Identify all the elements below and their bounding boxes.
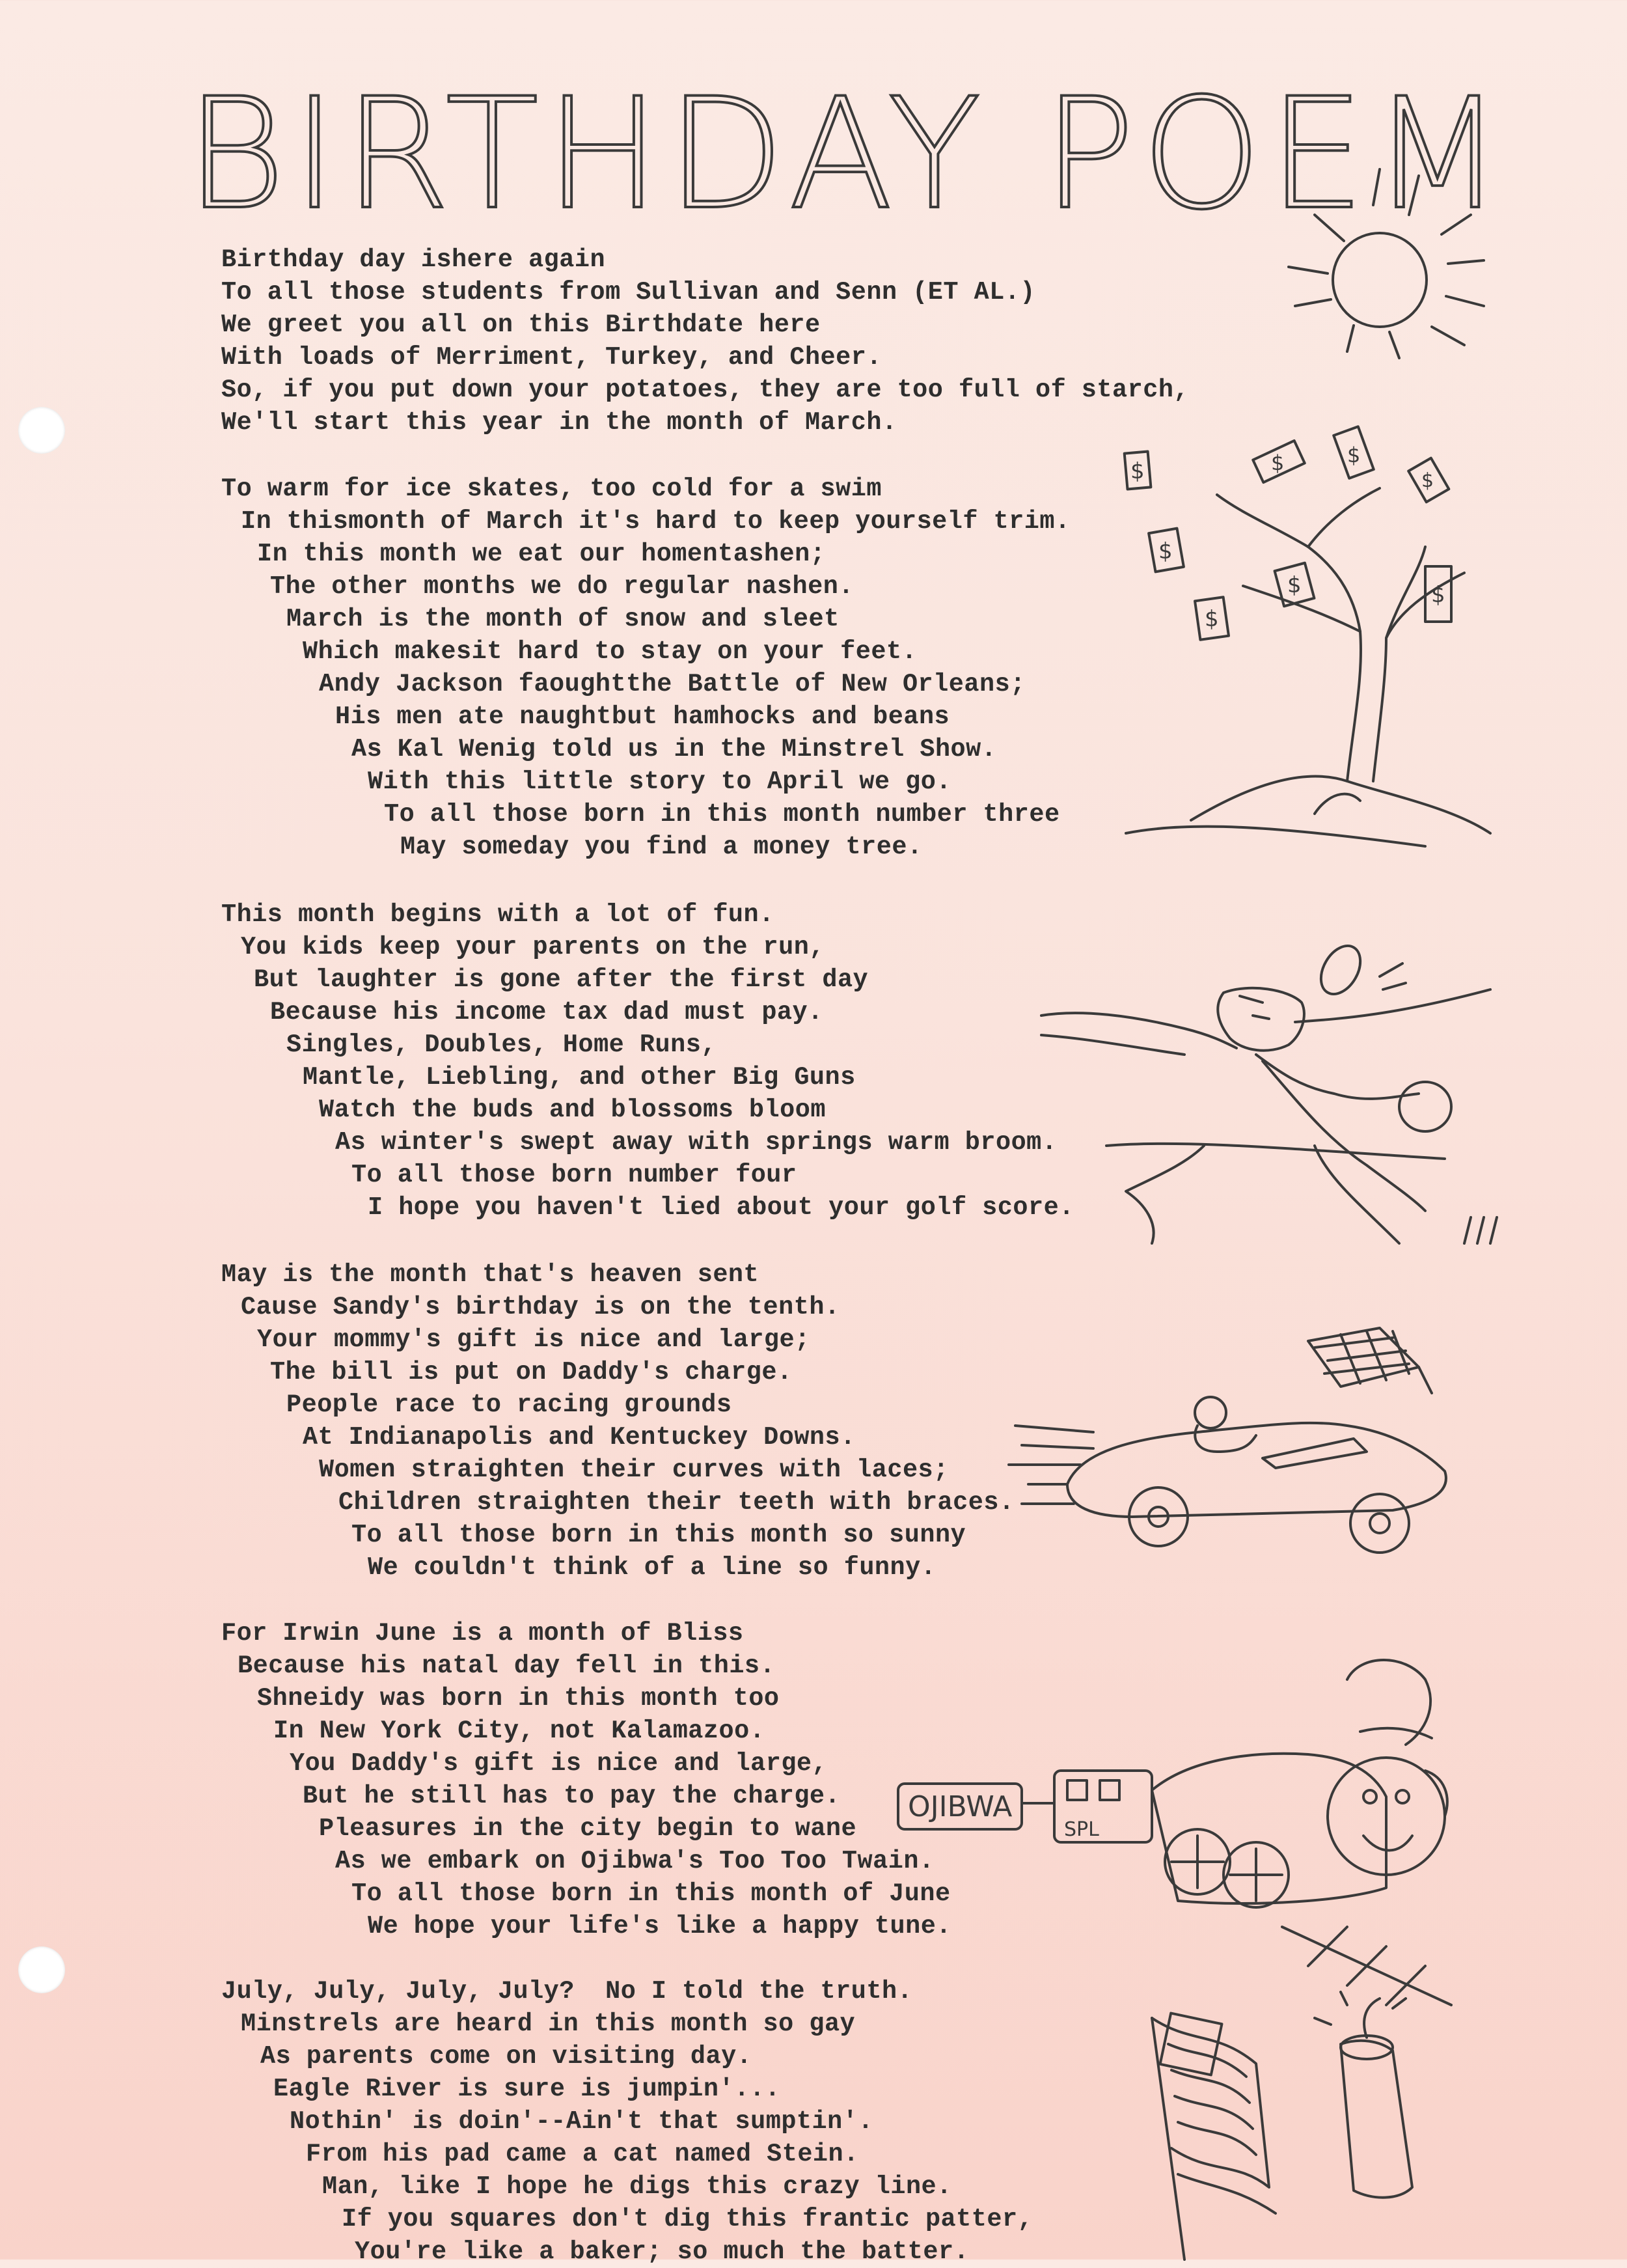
poem-line: May is the month that's heaven sent bbox=[221, 1260, 759, 1289]
poem-line: With this little story to April we go. bbox=[368, 768, 951, 796]
poem-line: With loads of Merriment, Turkey, and Cheer. bbox=[221, 343, 882, 372]
stanza-intro bbox=[221, 243, 1189, 439]
poem-line: The other months we do regular nashen. bbox=[270, 572, 854, 601]
poem-line: From his pad came a cat named Stein. bbox=[306, 2140, 859, 2168]
stanza-may bbox=[221, 1258, 1015, 1584]
poem-line: Man, like I hope he digs this crazy line. bbox=[322, 2172, 952, 2201]
stanza-june bbox=[221, 1617, 951, 1943]
punch-hole-top bbox=[18, 407, 65, 454]
train-car-text: SPL bbox=[1064, 1818, 1099, 1841]
poem-line: I hope you haven't lied about your golf score. bbox=[368, 1193, 1074, 1222]
svg-text:$: $ bbox=[1347, 443, 1361, 467]
poem-line: Pleasures in the city begin to wane bbox=[319, 1814, 857, 1843]
poem-line: Which makesit hard to stay on your feet. bbox=[303, 637, 918, 666]
poem-line: This month begins with a lot of fun. bbox=[221, 900, 774, 929]
poem-line: We hope your life's like a happy tune. bbox=[368, 1912, 951, 1941]
svg-text:$: $ bbox=[1287, 572, 1302, 598]
poem-line: Your mommy's gift is nice and large; bbox=[257, 1325, 810, 1354]
poem-line: You kids keep your parents on the run, bbox=[241, 933, 825, 961]
race-car-drawing bbox=[1002, 1321, 1490, 1582]
baseball-runner-drawing bbox=[1028, 931, 1516, 1269]
poem-line: To all those born in this month number three bbox=[384, 800, 1060, 829]
poem-line: For Irwin June is a month of Bliss bbox=[221, 1619, 744, 1648]
poem-line: July, July, July, July? No I told the truth. bbox=[221, 1977, 913, 2006]
ojibwa-train-drawing bbox=[892, 1640, 1477, 2005]
stanza-march bbox=[221, 473, 1071, 863]
poem-line: As Kal Wenig told us in the Minstrel Show. bbox=[351, 735, 997, 764]
svg-text:$: $ bbox=[1158, 538, 1173, 564]
poem-line: Because his income tax dad must pay. bbox=[270, 998, 823, 1027]
poem-line: His men ate naughtbut hamhocks and beans bbox=[335, 702, 950, 731]
poem-line: As parents come on visiting day. bbox=[260, 2042, 752, 2071]
poem-line: Andy Jackson faoughtthe Battle of New Orleans; bbox=[319, 670, 1026, 698]
page-title: BIRTHDAY POEM bbox=[185, 66, 1511, 243]
poem-line: Shneidy was born in this month too bbox=[257, 1684, 780, 1713]
poem-line: To all those born in this month of June bbox=[351, 1879, 951, 1908]
poem-line: March is the month of snow and sleet bbox=[286, 605, 840, 633]
poem-line: In this month we eat our homentashen; bbox=[257, 540, 826, 568]
punch-hole-bottom bbox=[18, 1946, 65, 1993]
poem-line: Women straighten their curves with laces; bbox=[319, 1456, 949, 1484]
poem-line: Cause Sandy's birthday is on the tenth. bbox=[241, 1293, 840, 1321]
poem-line: In New York City, not Kalamazoo. bbox=[273, 1717, 765, 1745]
poem-line: Singles, Doubles, Home Runs, bbox=[286, 1030, 717, 1059]
flag-firecracker-drawing bbox=[1106, 1992, 1497, 2260]
poem-line: We greet you all on this Birthdate here bbox=[221, 311, 821, 339]
svg-text:$: $ bbox=[1130, 458, 1145, 484]
poem-line: Children straighten their teeth with braces. bbox=[338, 1488, 1015, 1517]
svg-text:$: $ bbox=[1431, 582, 1445, 608]
poem-line: We'll start this year in the month of March. bbox=[221, 408, 897, 437]
poem-line: But he still has to pay the charge. bbox=[303, 1782, 841, 1810]
poem-line: To all those students from Sullivan and Senn (ET AL.) bbox=[221, 278, 1035, 307]
poem-line: Because his natal day fell in this. bbox=[238, 1652, 776, 1680]
poem-line: To warm for ice skates, too cold for a swim bbox=[221, 475, 882, 503]
poem-line: In thismonth of March it's hard to keep yourself trim. bbox=[241, 507, 1071, 536]
poem-line: Mantle, Liebling, and other Big Guns bbox=[303, 1063, 856, 1092]
poem-line: May someday you find a money tree. bbox=[400, 833, 923, 861]
poem-line: If you squares don't dig this frantic patter, bbox=[342, 2205, 1033, 2233]
poem-line: To all those born in this month so sunny bbox=[351, 1521, 966, 1549]
poem-line: The bill is put on Daddy's charge. bbox=[270, 1358, 793, 1387]
train-sign-text: OJIBWA bbox=[908, 1790, 1013, 1823]
svg-text:$: $ bbox=[1205, 606, 1219, 632]
svg-text:$: $ bbox=[1421, 469, 1434, 492]
poem-line: Nothin' is doin'--Ain't that sumptin'. bbox=[290, 2107, 873, 2136]
poem-line: You Daddy's gift is nice and large, bbox=[290, 1749, 828, 1778]
poem-line: Watch the buds and blossoms bloom bbox=[319, 1096, 826, 1124]
sun-drawing bbox=[1276, 156, 1497, 371]
poem-line: At Indianapolis and Kentuckey Downs. bbox=[303, 1423, 856, 1452]
poem-line: People race to racing grounds bbox=[286, 1390, 732, 1419]
poem-line: Eagle River is sure is jumpin'... bbox=[273, 2075, 780, 2103]
svg-text:$: $ bbox=[1271, 450, 1285, 475]
poem-line: We couldn't think of a line so funny. bbox=[368, 1553, 937, 1582]
poem-line: As winter's swept away with springs warm broom. bbox=[335, 1128, 1058, 1157]
money-tree-drawing bbox=[1113, 417, 1503, 859]
poem-line: To all those born number four bbox=[351, 1161, 797, 1189]
stanza-july bbox=[221, 1975, 1033, 2268]
poem-line: As we embark on Ojibwa's Too Too Twain. bbox=[335, 1847, 935, 1875]
poem-line: You're like a baker; so much the batter. bbox=[355, 2237, 970, 2266]
poem-line: So, if you put down your potatoes, they are too full of starch, bbox=[221, 376, 1190, 404]
poem-line: Minstrels are heard in this month so gay bbox=[241, 2010, 856, 2038]
poem-line: But laughter is gone after the first day bbox=[254, 965, 869, 994]
poem-line: Birthday day ishere again bbox=[221, 245, 606, 274]
stanza-april bbox=[221, 898, 1074, 1224]
